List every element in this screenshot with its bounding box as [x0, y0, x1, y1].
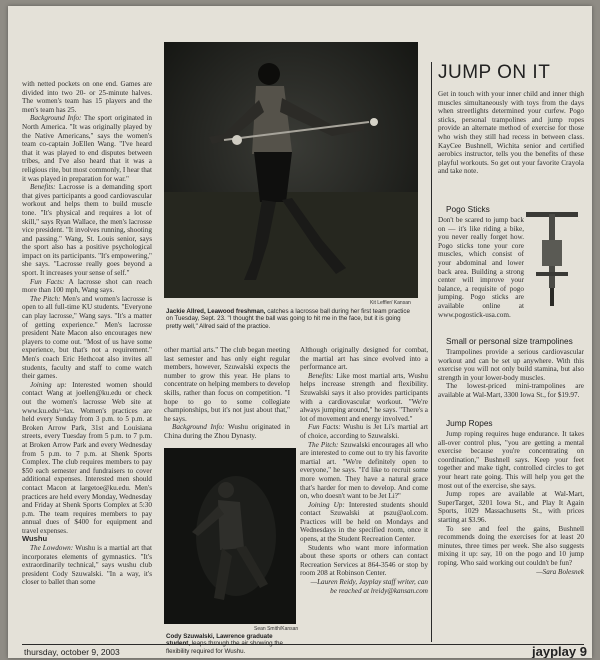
paragraph: The Pitch: Szuwalski encourages all who are interested to come out to try his favorite martial art. "We're definitely open to everyone," he says. "I'd like to recruit some more women. They have a natural grace that's harder for men to develop. And come on, who doesn't want to be Jet Li?" [300, 440, 428, 501]
trampoline-text [438, 348, 584, 412]
paragraph: Joining up: Interested women should contact Wang at joellen@ku.edu or check out the women's lacrosse Web site at www.ku.edu/~lax. Women's practices are held every Sunday from 3 p.m. to 5 p.m. at Broken Arrow Park, 31st and Louisiana streets, every Tuesday from 5 p.m. to 7 p.m. at Broken Arrow Park and every Wednesday from 5 p.m. to 7 p.m. at Shenk Sports Complex. The club requires members to pay $50 each semester and fundraisers to cover additional expenses. Interested men should contact Macon at largetoe@ku.edu. Men's practices are held every Monday, Wednesday and Friday at Shenk Sports Complex at 5:30 p.m. The team requires members to pay annual dues of $400 for equipment and travel expenses. [22, 380, 152, 535]
paragraph: To see and feel the gains, Bushnell recommends doing the exercises for at least 20 minutes, three times per week. She also suggests mixing it up: say, 10 on the pogo and 10 jump roping. Who said working out couldn't be fun? [438, 524, 584, 567]
paragraph: Background Info: Wushu originated in China during the Zhou Dynasty. [164, 423, 290, 440]
paragraph: Benefits: Lacrosse is a demanding sport that gives participants a good cardiovascular workout and helps them to build muscle tone. "It's physical and requires a lot of skill," says Ryan Wallace, the men's lacrosse vice president. "It involves running, shooting and passing." Wang, St. Louis senior, says the sport also has a positive psychological impact on its participants. "It's empowering," she says. "Lacrosse really goes beyond a sport. It increases your sense of self." [22, 183, 152, 278]
lacrosse-photo [164, 42, 418, 298]
paragraph: Although originally designed for combat, the martial art has since evolved into a performance art. [300, 346, 428, 372]
byline: —Lauren Reidy, Jayplay staff writer, can be reached at lreidy@kansan.com [310, 578, 428, 595]
paragraph: Background Info: The sport originated in North America. "It was originally played by the Native Americans," says the women's team co-captain JoEllen Wang. "I've heard that it was played to end disputes between tribes, and I've also heard that it was a religious rite, but most commonly, I hear that it was played in preparation for war." [22, 114, 152, 183]
section-heading: Wushu [22, 534, 48, 544]
left-column [22, 80, 152, 642]
paragraph: Fun Facts: Wushu is Jet Li's martial art of choice, according to Szuwalski. [300, 423, 428, 440]
wushu-performer-image [164, 448, 296, 624]
paragraph: The Lowdown: Wushu is a martial art that incorporates elements of gymnastics. "It's extraordinarily technical," says wushu club president Cody Szuwalski. "In a way, it's closer to ballet than some [22, 544, 152, 587]
paragraph: Don't be scared to jump back on — it's like riding a bike, you never really forget how. Pogo sticks tone your core muscles, which consist of your abdominal and lower back area. Building a strong center will improve your balance, a requisite of pogo jumping. Pogo sticks are available online at www.pogostick-usa.com. [438, 216, 524, 319]
paragraph: other martial arts." The club began meeting last semester and has only eight regular members, however, Szuwalski expects the number to grow this year. He plans to concentrate on helping members to develop skills, rather than focus on competition. "I hope to go to some collegiate championships, but it's not just about that," he says. [164, 346, 290, 423]
right-column [300, 346, 428, 642]
photo-credit: Kit Leffler/ Kansan [370, 300, 411, 306]
byline: —Sara Bolesnek [536, 567, 584, 576]
sidebar-subheading: Pogo Sticks [446, 204, 490, 214]
sidebar-subheading: Jump Ropes [446, 418, 493, 428]
paragraph: Get in touch with your inner child and inner thigh muscles simultaneously with toys from the days when streetlights determined your curfew. Pogo sticks, personal trampolines and jump ropes provide an alternate method of exercise for those who wish they still had recess in between class. KayCee Bushnell, Wichita senior and certified aerobics instructor, tells you the benefits of these playful workouts. So get out your favorite Crayola and take note. [438, 90, 584, 176]
sidebar-title: JUMP ON IT [438, 62, 551, 83]
pogo-stick-icon [520, 208, 584, 310]
lacrosse-player-image [164, 42, 418, 298]
sidebar-subheading: Small or personal size trampolines [446, 336, 573, 346]
paragraph: with netted pockets on one end. Games are divided into two 20- or 25-minute halves. The women's team has 15 players and the men's team has 25. [22, 80, 152, 114]
paragraph: Students who want more information about these sports or others can contact Recreation Services at 864-3546 or stop by room 208 at Robinson Center. [300, 543, 428, 578]
paragraph: The lowest-priced mini-trampolines are available at Wal-Mart, 3300 Iowa St., for $19.97. [438, 382, 584, 399]
footer-date: thursday, october 9, 2003 [24, 647, 120, 657]
newspaper-page [8, 6, 592, 658]
footer-rule [22, 644, 584, 645]
sidebar-divider [431, 62, 432, 642]
paragraph: Benefits: Like most martial arts, Wushu helps increase strength and flexibility. Szuwalski says it also provides participants with a cardiovascular workout. "We're always jumping around," he says. "There's a lot of movement and energy involved." [300, 371, 428, 423]
jump-rope-text [438, 430, 584, 642]
paragraph: Fun Facts: A lacrosse shot can reach more than 100 mph, Wang says. [22, 277, 152, 295]
photo-caption: Jackie Allred, Leawood freshman, catches a lacrosse ball during her first team practice on Tuesday, Sept. 23. "I thought the ball was going to hit me in the face, but it is going pretty well," Allred said of the practice. [166, 308, 410, 330]
wushu-photo [164, 448, 296, 624]
paragraph: The Pitch: Men's and women's lacrosse is open to all full-time KU students. "Everyone can play lacrosse," Wang says. "It's a matter of getting experience." Men's lacrosse president Nate Macon also encourages new players to come out. "Most of us have some experience, but that's not a requirement." Men's coach Eric Hethcoat also invites all students, faculty and staff to come watch their games. [22, 294, 152, 381]
paragraph: Jump roping requires huge endurance. It takes all-over control plus, "you are getting a mental exercise because you're concentrating on coordination," Bushnell says. Keep your feet together and make tight, controlled circles to get your heart rate going. This will help you get the most out of the exercise, she says. [438, 430, 584, 490]
paragraph: Trampolines provide a serious cardiovascular workout and can be set up anywhere. With this exercise you will not only build stamina, but also strength in your lower-body muscles. [438, 348, 584, 382]
middle-column [164, 346, 290, 458]
photo-credit: Sean Smith/Kansan [254, 626, 299, 632]
sidebar-intro [438, 90, 584, 202]
photo-caption: Cody Szuwalski, Lawrence graduate flexibility required for Wushu. [166, 633, 273, 655]
pogo-text [438, 216, 524, 334]
footer-brand: jayplay 9 [532, 644, 587, 658]
paragraph: Jump ropes are available at Wal-Mart, SuperTarget, 3201 Iowa St., and Play It Again Sports, 1029 Massachusetts St., with prices starting at $3.96. [438, 490, 584, 524]
page-number: 9 [579, 644, 587, 658]
paragraph: Joining Up: Interested students should contact Szuwalski at pszu@aol.com. Practices will be held on Mondays and Wednesdays in the specified room, once it opens, at the Student Recreation Center. [300, 500, 428, 544]
